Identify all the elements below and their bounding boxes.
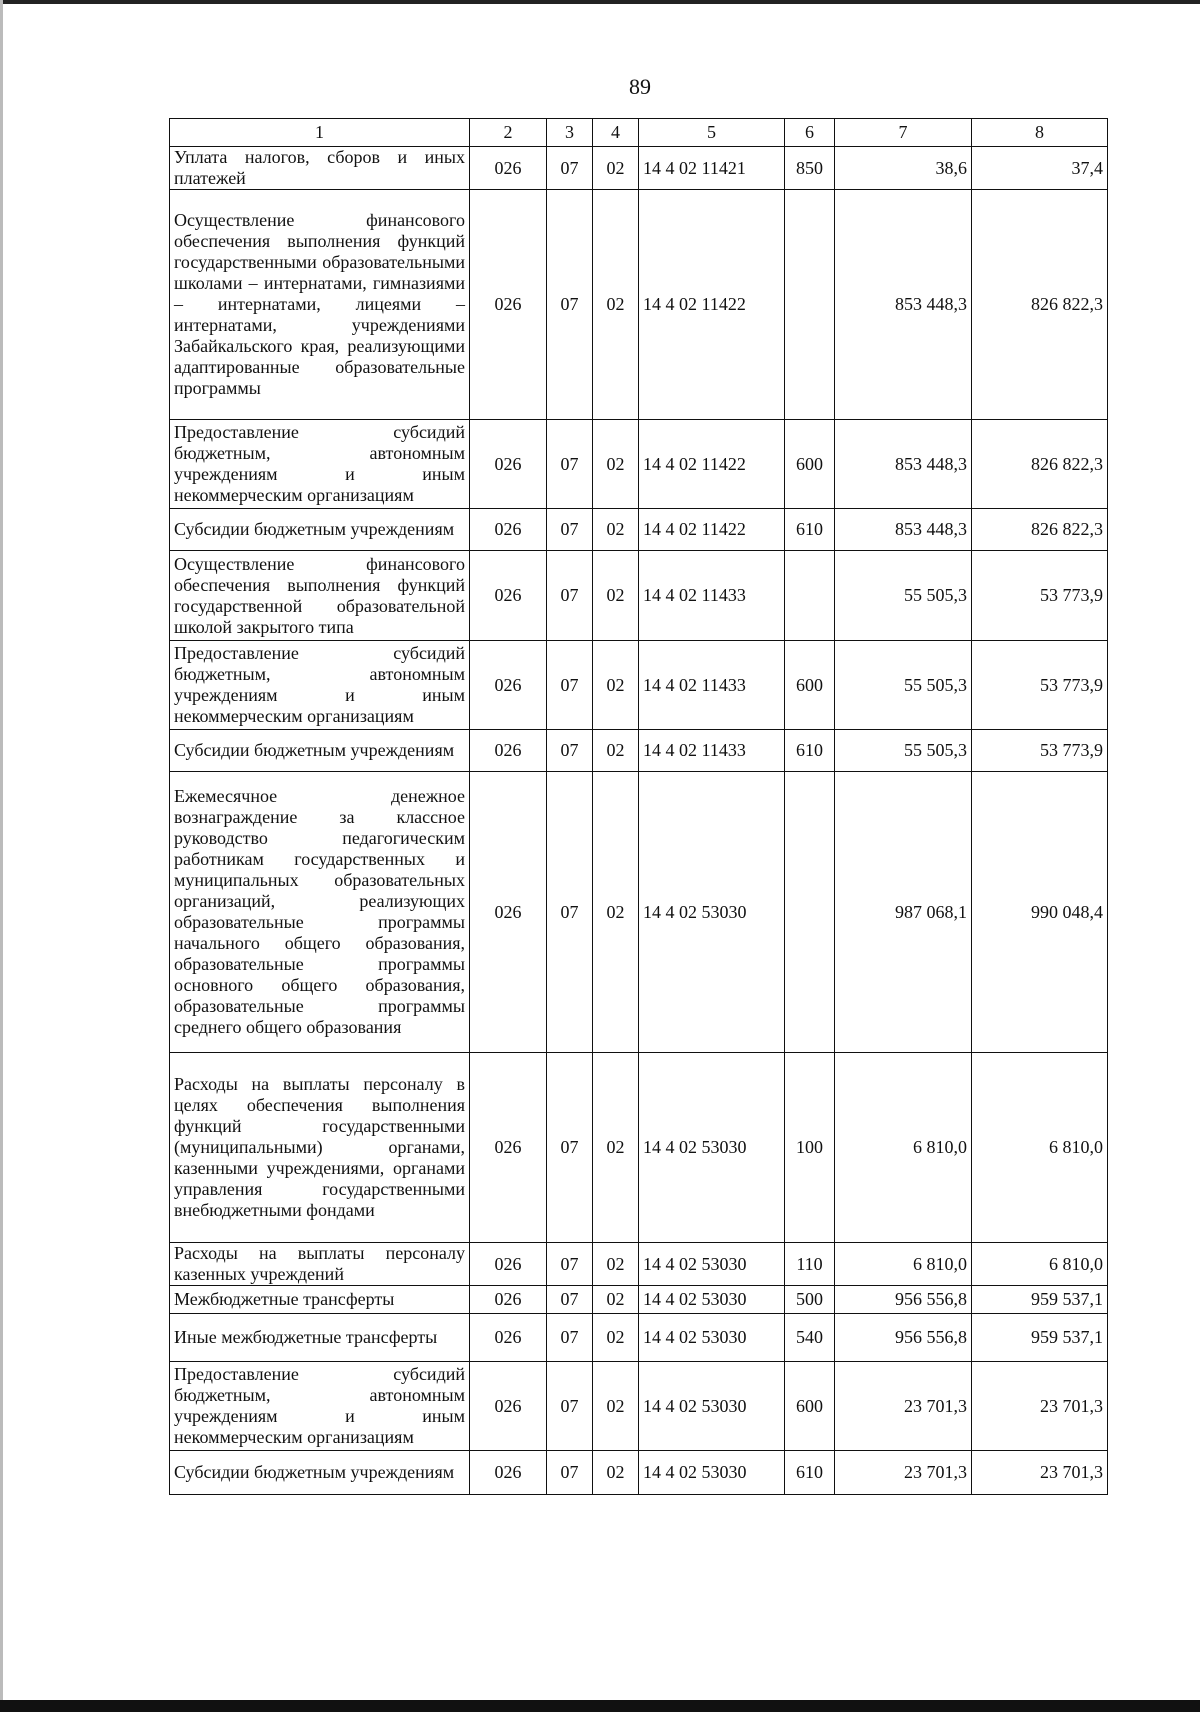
row-amount-col7: 6 810,0 <box>835 1243 972 1286</box>
row-name: Расходы на выплаты персоналу в целях обеспечения выполнения функций государственными (муниципальными) органами, казенными учреждениями, органами управления государственными внебюджетными фондами <box>170 1053 470 1243</box>
row-expense-type: 100 <box>785 1053 835 1243</box>
row-name: Предоставление субсидий бюджетным, автономным учреждениям и иным некоммерческим организациям <box>170 1362 470 1451</box>
row-name: Уплата налогов, сборов и иных платежей <box>170 147 470 190</box>
row-admin-code: 026 <box>470 551 547 641</box>
column-header: 1 <box>170 119 470 147</box>
row-target-article: 14 4 02 53030 <box>639 1243 785 1286</box>
column-header: 5 <box>639 119 785 147</box>
row-admin-code: 026 <box>470 1314 547 1362</box>
row-subsection: 02 <box>593 1362 639 1451</box>
row-amount-col7: 853 448,3 <box>835 190 972 420</box>
row-name: Иные межбюджетные трансферты <box>170 1314 470 1362</box>
scan-edge-bottom <box>0 1700 1200 1712</box>
row-amount-col7: 55 505,3 <box>835 551 972 641</box>
row-name: Субсидии бюджетным учреждениям <box>170 509 470 551</box>
column-header: 2 <box>470 119 547 147</box>
column-header: 3 <box>547 119 593 147</box>
row-expense-type: 600 <box>785 420 835 509</box>
row-amount-col7: 987 068,1 <box>835 772 972 1053</box>
row-name: Расходы на выплаты персоналу казенных учреждений <box>170 1243 470 1286</box>
row-section: 07 <box>547 147 593 190</box>
row-admin-code: 026 <box>470 772 547 1053</box>
row-subsection: 02 <box>593 190 639 420</box>
row-target-article: 14 4 02 11422 <box>639 190 785 420</box>
row-subsection: 02 <box>593 147 639 190</box>
table-row <box>170 1243 1108 1286</box>
row-target-article: 14 4 02 11421 <box>639 147 785 190</box>
row-target-article: 14 4 02 53030 <box>639 1314 785 1362</box>
row-admin-code: 026 <box>470 147 547 190</box>
scan-edge-top <box>0 0 1200 4</box>
row-target-article: 14 4 02 11433 <box>639 551 785 641</box>
table-row <box>170 551 1108 641</box>
row-target-article: 14 4 02 11422 <box>639 509 785 551</box>
row-admin-code: 026 <box>470 1451 547 1495</box>
row-target-article: 14 4 02 11433 <box>639 641 785 730</box>
row-admin-code: 026 <box>470 641 547 730</box>
row-name: Предоставление субсидий бюджетным, автономным учреждениям и иным некоммерческим организациям <box>170 420 470 509</box>
header-row <box>170 119 1108 147</box>
row-amount-col8: 23 701,3 <box>972 1362 1108 1451</box>
table-row <box>170 509 1108 551</box>
row-target-article: 14 4 02 11433 <box>639 730 785 772</box>
row-subsection: 02 <box>593 772 639 1053</box>
row-amount-col7: 55 505,3 <box>835 641 972 730</box>
table-row <box>170 1362 1108 1451</box>
row-amount-col8: 53 773,9 <box>972 641 1108 730</box>
row-expense-type <box>785 190 835 420</box>
row-amount-col8: 959 537,1 <box>972 1314 1108 1362</box>
row-expense-type: 110 <box>785 1243 835 1286</box>
row-subsection: 02 <box>593 509 639 551</box>
row-admin-code: 026 <box>470 1053 547 1243</box>
row-amount-col8: 53 773,9 <box>972 730 1108 772</box>
table-row <box>170 1286 1108 1314</box>
scan-edge-left <box>0 0 3 1712</box>
row-section: 07 <box>547 1053 593 1243</box>
table-row <box>170 730 1108 772</box>
row-expense-type: 540 <box>785 1314 835 1362</box>
column-header: 4 <box>593 119 639 147</box>
table-row <box>170 1314 1108 1362</box>
row-section: 07 <box>547 1314 593 1362</box>
row-admin-code: 026 <box>470 509 547 551</box>
row-section: 07 <box>547 551 593 641</box>
row-section: 07 <box>547 641 593 730</box>
row-expense-type <box>785 772 835 1053</box>
row-section: 07 <box>547 1286 593 1314</box>
row-amount-col8: 826 822,3 <box>972 509 1108 551</box>
row-admin-code: 026 <box>470 1243 547 1286</box>
column-header: 8 <box>972 119 1108 147</box>
row-section: 07 <box>547 190 593 420</box>
row-target-article: 14 4 02 11422 <box>639 420 785 509</box>
row-amount-col7: 38,6 <box>835 147 972 190</box>
row-section: 07 <box>547 1362 593 1451</box>
row-target-article: 14 4 02 53030 <box>639 1286 785 1314</box>
column-header: 7 <box>835 119 972 147</box>
row-amount-col7: 853 448,3 <box>835 420 972 509</box>
table-row <box>170 420 1108 509</box>
table-row <box>170 190 1108 420</box>
row-amount-col8: 53 773,9 <box>972 551 1108 641</box>
table-row <box>170 1451 1108 1495</box>
row-section: 07 <box>547 1451 593 1495</box>
row-subsection: 02 <box>593 1286 639 1314</box>
table-row <box>170 1053 1108 1243</box>
page-number: 89 <box>629 74 651 99</box>
row-subsection: 02 <box>593 1243 639 1286</box>
row-amount-col8: 23 701,3 <box>972 1451 1108 1495</box>
row-name: Субсидии бюджетным учреждениям <box>170 730 470 772</box>
row-expense-type: 600 <box>785 1362 835 1451</box>
row-amount-col8: 826 822,3 <box>972 420 1108 509</box>
row-amount-col7: 6 810,0 <box>835 1053 972 1243</box>
row-name: Субсидии бюджетным учреждениям <box>170 1451 470 1495</box>
row-name: Предоставление субсидий бюджетным, автономным учреждениям и иным некоммерческим организациям <box>170 641 470 730</box>
row-admin-code: 026 <box>470 1362 547 1451</box>
row-admin-code: 026 <box>470 190 547 420</box>
table-row <box>170 772 1108 1053</box>
row-section: 07 <box>547 420 593 509</box>
row-expense-type: 610 <box>785 730 835 772</box>
row-subsection: 02 <box>593 730 639 772</box>
column-header: 6 <box>785 119 835 147</box>
row-target-article: 14 4 02 53030 <box>639 772 785 1053</box>
row-amount-col7: 956 556,8 <box>835 1286 972 1314</box>
row-expense-type <box>785 551 835 641</box>
row-expense-type: 610 <box>785 1451 835 1495</box>
row-subsection: 02 <box>593 641 639 730</box>
row-expense-type: 600 <box>785 641 835 730</box>
row-target-article: 14 4 02 53030 <box>639 1451 785 1495</box>
row-subsection: 02 <box>593 1451 639 1495</box>
row-amount-col8: 6 810,0 <box>972 1053 1108 1243</box>
row-section: 07 <box>547 509 593 551</box>
row-target-article: 14 4 02 53030 <box>639 1053 785 1243</box>
row-amount-col7: 853 448,3 <box>835 509 972 551</box>
row-amount-col8: 959 537,1 <box>972 1286 1108 1314</box>
row-section: 07 <box>547 1243 593 1286</box>
row-amount-col8: 37,4 <box>972 147 1108 190</box>
row-expense-type: 610 <box>785 509 835 551</box>
row-amount-col8: 826 822,3 <box>972 190 1108 420</box>
row-expense-type: 850 <box>785 147 835 190</box>
table-row <box>170 641 1108 730</box>
row-amount-col7: 55 505,3 <box>835 730 972 772</box>
row-admin-code: 026 <box>470 730 547 772</box>
budget-table <box>169 118 1108 1495</box>
row-subsection: 02 <box>593 420 639 509</box>
table-row <box>170 147 1108 190</box>
row-name: Межбюджетные трансферты <box>170 1286 470 1314</box>
row-section: 07 <box>547 730 593 772</box>
row-name: Ежемесячное денежное вознаграждение за классное руководство педагогическим работникам государственных и муниципальных образовательных организаций, реализующих образовательные программы начального общего образования, образовательные программы основного общего образования, образовательные программы среднего общего образования <box>170 772 470 1053</box>
row-section: 07 <box>547 772 593 1053</box>
row-amount-col7: 956 556,8 <box>835 1314 972 1362</box>
row-target-article: 14 4 02 53030 <box>639 1362 785 1451</box>
table-body <box>170 147 1108 1495</box>
row-subsection: 02 <box>593 1314 639 1362</box>
row-amount-col8: 6 810,0 <box>972 1243 1108 1286</box>
row-name: Осуществление финансового обеспечения выполнения функций государственными образовательными школами – интернатами, гимназиями – интернатами, лицеями – интернатами, учреждениями Забайкальского края, реализующими адаптированные образовательные программы <box>170 190 470 420</box>
row-admin-code: 026 <box>470 1286 547 1314</box>
row-subsection: 02 <box>593 551 639 641</box>
row-amount-col8: 990 048,4 <box>972 772 1108 1053</box>
row-admin-code: 026 <box>470 420 547 509</box>
row-name: Осуществление финансового обеспечения выполнения функций государственной образовательной школой закрытого типа <box>170 551 470 641</box>
row-expense-type: 500 <box>785 1286 835 1314</box>
row-amount-col7: 23 701,3 <box>835 1362 972 1451</box>
row-subsection: 02 <box>593 1053 639 1243</box>
row-amount-col7: 23 701,3 <box>835 1451 972 1495</box>
